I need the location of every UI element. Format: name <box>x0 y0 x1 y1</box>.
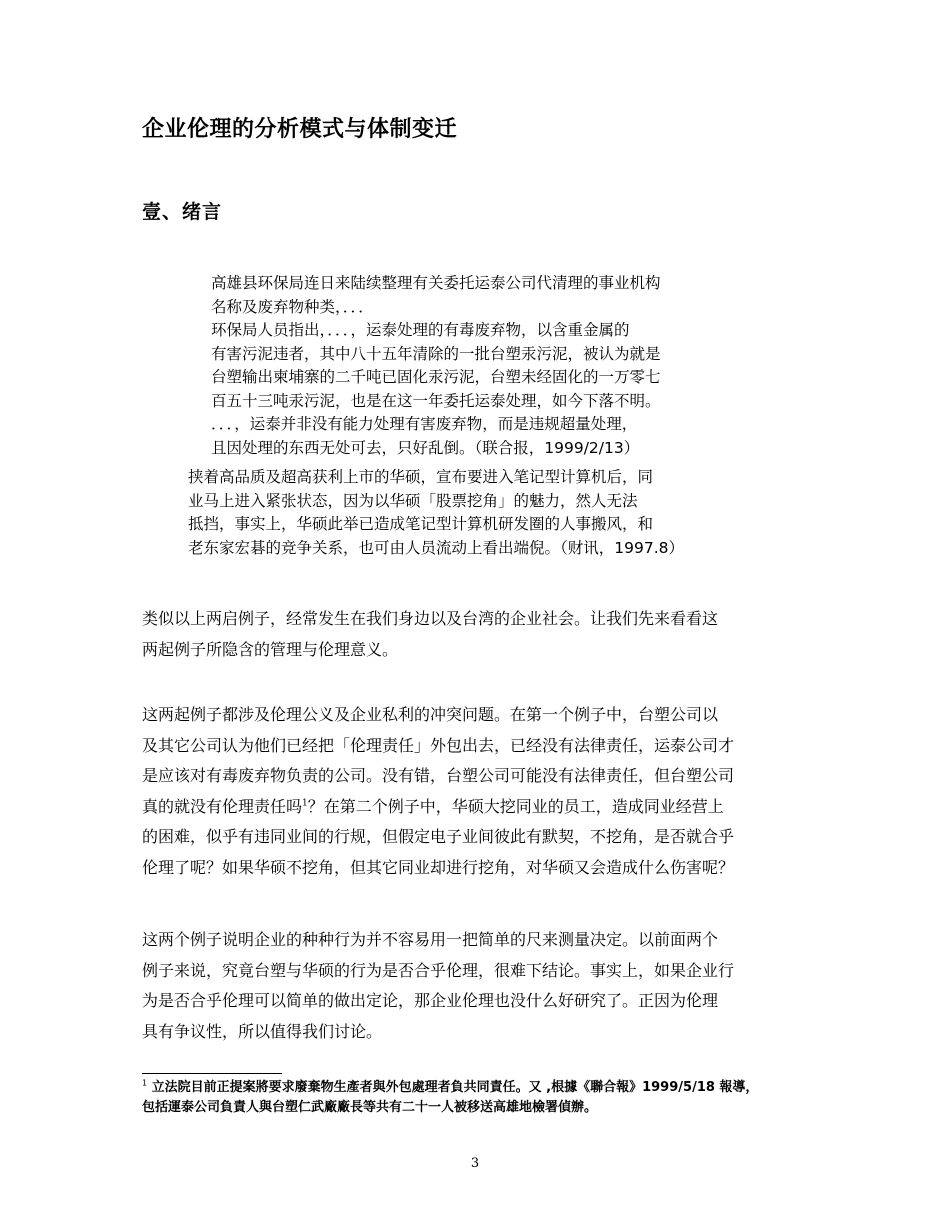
citation-date: 1997.8 <box>614 538 669 557</box>
paragraph-line: 类似以上两启例子，经常发生在我们身边以及台湾的企业社会。让我们先来看看这 <box>142 609 719 628</box>
quote-line: 挟着高品质及超高获利上市的华硕，宣布要进入笔记型计算机后，同 <box>188 468 654 486</box>
paragraph-line: 是应该对有毒废弃物负责的公司。没有错，台塑公司可能没有法律责任，但台塑公司 <box>142 766 735 785</box>
quote-line: 抵挡，事实上，华硕此举已造成笔记型计算机研发圈的人事搬风，和 <box>188 515 654 533</box>
footnote-mark: 1 <box>142 1078 148 1088</box>
quote-line: ．．．，运泰并非没有能力处理有害废弃物，而是违规超量处理， <box>211 415 638 433</box>
footnote-reference[interactable]: 1 <box>302 798 308 809</box>
footnote-separator <box>142 1073 282 1074</box>
quote-line: 环保局人员指出，．．．，运泰处理的有毒废弃物，以含重金属的 <box>211 321 630 339</box>
paragraph-line: 这两起例子都涉及伦理公义及企业私利的冲突问题。在第一个例子中，台塑公司以 <box>142 705 719 724</box>
footnote-line <box>142 1078 842 1098</box>
quote-line: 高雄县环保局连日来陆续整理有关委托运泰公司代清理的事业机构 <box>211 274 661 292</box>
paragraph-3 <box>142 925 822 1047</box>
section-heading: 壹、绪言 <box>142 201 223 223</box>
paragraph-1 <box>142 604 822 665</box>
paragraph-text: 真的就没有伦理责任吗 <box>142 796 303 816</box>
footnote-text: 立法院目前正提案將要求廢棄物生產者與外包處理者負共同責任。又 ,根據《聯合報》1999/5/18 報導， <box>151 1080 759 1095</box>
quote-line: 百五十三吨汞污泥，也是在这一年委托运泰处理，如今下落不明。 <box>211 391 661 410</box>
paragraph-line: 为是否合乎伦理可以简单的做出定论，那企业伦理也没什么好研究了。正因为伦理 <box>142 991 719 1010</box>
paragraph-line: 两起例子所隐含的管理与伦理意义。 <box>142 639 399 659</box>
paragraph-line: 例子来说，究竟台塑与华硕的行为是否合乎伦理，很难下结论。事实上，如果企业行 <box>142 960 735 980</box>
paragraph-line-with-footnote <box>142 792 822 823</box>
paragraph-2 <box>142 700 822 883</box>
quote-line: 名称及废弃物种类，．．． <box>211 297 374 316</box>
footnote <box>142 1078 842 1118</box>
quote-line-citation <box>211 437 661 461</box>
citation-close: ） <box>623 438 640 457</box>
quote-line: 台塑输出柬埔寨的二千吨已固化汞污泥，台塑未经固化的一万零七 <box>211 368 661 386</box>
quote-line: 业马上进入紧张状态，因为以华硕「股票挖角」的魅力，然人无法 <box>188 491 638 510</box>
quote-text: 老东家宏碁的竞争关系，也可由人员流动上看出端倪。（财讯， <box>188 538 615 557</box>
document-title: 企业伦理的分析模式与体制变迁 <box>142 117 458 142</box>
paragraph-line: 及其它公司认为他们已经把「伦理责任」外包出去，已经没有法律责任，运泰公司才 <box>142 735 735 755</box>
footnote-line: 包括運泰公司負責人與台塑仁武廠廠長等共有二十一人被移送高雄地檢署偵辦。 <box>142 1100 598 1115</box>
page-number: 3 <box>470 1156 480 1171</box>
paragraph-line: 伦理了呢？如果华硕不挖角，但其它同业却进行挖角，对华硕又会造成什么伤害呢？ <box>142 857 735 877</box>
quote-text: 且因处理的东西无处可去，只好乱倒。（联合报， <box>211 438 545 457</box>
quote-line-citation <box>188 537 684 561</box>
quote-line: 有害污泥违者，其中八十五年清除的一批台塑汞污泥，被认为就是 <box>211 344 661 363</box>
citation-date: 1999/2/13 <box>544 438 624 457</box>
paragraph-line: 具有争议性，所以值得我们讨论。 <box>142 1021 383 1041</box>
citation-close: ） <box>668 538 685 557</box>
block-quote-2 <box>188 466 684 560</box>
block-quote-1 <box>211 272 661 460</box>
paragraph-line: 的困难，似乎有违同业间的行规，但假定电子业间彼此有默契，不挖角，是否就合乎 <box>142 827 735 846</box>
paragraph-text: ？在第二个例子中，华硕大挖同业的员工，造成同业经营上 <box>307 796 724 816</box>
paragraph-line: 这两个例子说明企业的种种行为并不容易用一把简单的尺来测量决定。以前面两个 <box>142 930 719 949</box>
